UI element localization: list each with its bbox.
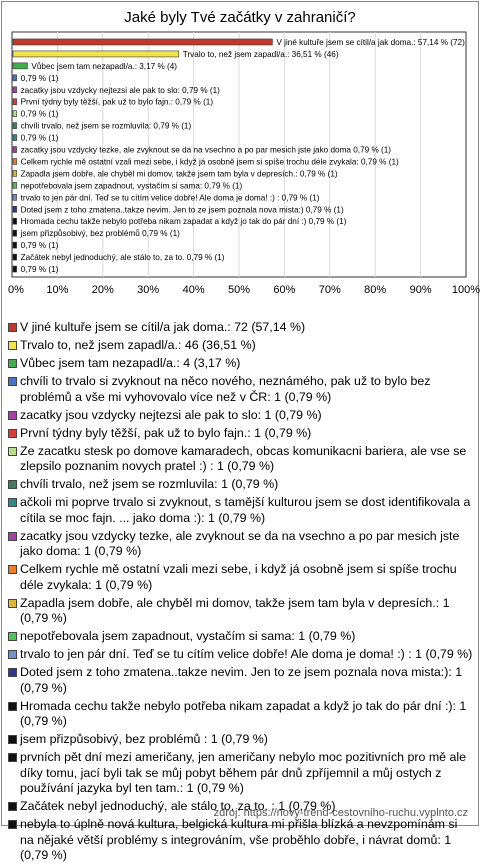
legend-item [8, 356, 474, 372]
legend-label: zacatky jsou vzdycky nejtezsi ale pak to slo: 1 (0,79 %) [20, 407, 322, 422]
source-note: zdroj: https://novy-trend-cestovniho-ruchu.vyplnto.cz [213, 807, 468, 819]
legend-item [8, 495, 474, 526]
legend-label: ačkoli mi poprve trvalo si zvyknout, s tamější kulturou jsem se dost identifikovala a cítila se moc fajn. ... jako doma :): 1 (0,79 %) [20, 495, 471, 525]
legend-item [8, 699, 474, 730]
legend-item [8, 444, 474, 475]
legend-label: Celkem rychle mě ostatní vzali mezi sebe, i když já osobně jsem si spíše trochu déle zvykala: 1 (0,79 %) [20, 562, 457, 592]
legend-item [8, 817, 474, 864]
legend-label: chvíli to trvalo si zvyknout na něco nového, neznámého, pak už to bylo bez problémů a vše mi vyhovovalo více než v ČR: 1 (0,79 %) [20, 374, 431, 404]
x-tick-label: 50% [227, 284, 251, 296]
bar [13, 194, 17, 200]
bar-data-label: Doted jsem z toho zmatena..takze nevim. Jen to ze jsem poznala nova mista:) 0,79 % (1) [20, 205, 344, 215]
x-tick-label: 70% [318, 284, 341, 296]
bar [13, 158, 17, 164]
bar-data-label: Trvalo to, než jsem zapadl/a.: 36,51 % (46) [182, 49, 339, 59]
bar [13, 230, 17, 236]
bar [13, 206, 17, 212]
legend-swatch [8, 565, 17, 574]
bar [13, 51, 179, 57]
legend-swatch [8, 632, 17, 641]
bar-data-label: zacatky jsou vzdycky nejtezsi ale pak to slo: 0,79 % (1) [20, 85, 220, 95]
bar-data-label: nepotřebovala jsem zapadnout, vystačím si sama: 0,79 % (1) [20, 181, 243, 191]
legend-swatch [8, 702, 17, 711]
legend-swatch [8, 498, 17, 507]
bar [13, 254, 17, 260]
legend-label: Začátek nebyl jednoduchý, ale stálo to, za to. : 1 (0,79 %) [20, 799, 336, 813]
bar-data-label: 0,79 % (1) [20, 109, 59, 119]
bar [13, 147, 17, 153]
legend-label: Hromada cechu takže nebylo potřeba nikam zapadat a když jo tak do pár dní :): 1 (0,79 %) [20, 698, 467, 728]
legend-swatch [8, 429, 17, 438]
legend-item [8, 426, 474, 442]
legend-swatch [8, 668, 17, 677]
bar-data-label: Celkem rychle mě ostatní vzali mezi sebe, i když já osobně jsem si spíše trochu déle zvykala: 0,79 % (1) [20, 157, 399, 167]
bar [13, 99, 17, 105]
legend-item [8, 562, 474, 593]
legend-item [8, 647, 474, 663]
bar [13, 123, 17, 129]
bar [13, 87, 17, 93]
bar-data-label: První týdny byly těžší, pak už to bylo fajn.: 0,79 % (1) [20, 97, 214, 107]
bar [13, 111, 17, 117]
legend-swatch [8, 480, 17, 489]
legend-label: zacatky jsou vzdycky tezke, ale zvyknout se da na vsechno a po par mesich jste jako doma: 1 (0,79 %) [20, 528, 460, 558]
bar-data-label: zacatky jsou vzdycky tezke, ale zvyknout se da na vsechno a po par mesich jste jako doma 0,79 % (1) [20, 145, 392, 155]
x-tick-label: 0% [8, 284, 24, 296]
bar-data-label: 0,79 % (1) [20, 241, 59, 251]
x-tick-label: 60% [273, 284, 296, 296]
bar-chart [0, 0, 480, 320]
bar-data-label: 0,79 % (1) [20, 133, 59, 143]
legend-label: Trvalo to, než jsem zapadl/a.: 46 (36,51 %) [20, 338, 256, 352]
legend-swatch [8, 735, 17, 744]
x-tick-label: 80% [364, 284, 387, 296]
bar-data-label: Hromada cechu takže nebylo potřeba nikam zapadat a když jo tak do pár dní :) 0,79 % (1) [20, 217, 347, 227]
legend-swatch [8, 650, 17, 659]
chart-title: Jaké byly Tvé začátky v zahraničí? [124, 9, 356, 26]
legend-swatch [8, 341, 17, 350]
legend-swatch [8, 411, 17, 420]
x-tick-label: 100% [451, 284, 480, 296]
legend-swatch [8, 753, 17, 762]
legend-swatch [8, 599, 17, 608]
bar-data-label: V jiné kultuře jsem se cítil/a jak doma.: 57,14 % (72) [276, 37, 465, 47]
legend-label: trvalo to jen pár dní. Teď se tu cítím velice dobře! Ale doma je doma! :) : 1 (0,79 %) [20, 647, 473, 661]
legend-item [8, 374, 474, 405]
bar-data-label: trvalo to jen pár dní. Teď se tu cítím velice dobře! Ale doma je doma! :) : 0,79 % (1) [20, 193, 320, 203]
bar [13, 63, 27, 69]
legend-label: nebyla to úplně nová kultura, belgická kultura mi přišla blízká a nevzpomínám si na nějaké větší problémy s integrováním, vše proběhlo dobře, i návrat domů: 1 (0,79 %) [20, 817, 458, 862]
bar-data-label: jsem přizpůsobivý, bez problémů 0,79 % (1) [20, 229, 180, 239]
bar [13, 218, 17, 224]
bar [13, 75, 17, 81]
legend-swatch [8, 377, 17, 386]
bar-data-label: 0,79 % (1) [20, 73, 59, 83]
legend-label: jsem přizpůsobivý, bez problémů : 1 (0,79 %) [20, 732, 268, 746]
legend-item [8, 320, 474, 336]
legend-swatch [8, 532, 17, 541]
legend-item [8, 338, 474, 354]
legend-item [8, 477, 474, 493]
legend-item [8, 732, 474, 748]
legend-item [8, 665, 474, 696]
x-tick-label: 40% [182, 284, 205, 296]
legend-swatch [8, 323, 17, 332]
x-tick-label: 20% [91, 284, 114, 296]
legend-item [8, 408, 474, 424]
legend-label: nepotřebovala jsem zapadnout, vystačím si sama: 1 (0,79 %) [20, 629, 356, 643]
legend-swatch [8, 820, 17, 829]
bar [13, 170, 17, 176]
bar [13, 182, 17, 188]
x-tick-label: 30% [137, 284, 160, 296]
legend-label: Doted jsem z toho zmatena..takze nevim. Jen to ze jsem poznala nova mista:): 1 (0,79 %) [20, 665, 463, 695]
bar [13, 39, 272, 45]
bar [13, 135, 17, 141]
legend-item [8, 596, 474, 627]
legend-label: chvíli trvalo, než jsem se rozmluvila: 1 (0,79 %) [20, 477, 279, 491]
legend-swatch [8, 802, 17, 811]
x-tick-label: 90% [409, 284, 432, 296]
bar [13, 266, 17, 272]
bar-data-label: Zapadla jsem dobře, ale chyběl mi domov, takže jsem tam byla v depresích.: 0,79 % (1) [20, 169, 338, 179]
legend-label: Zapadla jsem dobře, ale chyběl mi domov, takže jsem tam byla v depresích.: 1 (0,79 %) [20, 595, 450, 625]
bar-data-label: Vůbec jsem tam nezapadl/a.: 3,17 % (4) [31, 61, 178, 71]
bar-data-label: chvíli trvalo, než jsem se rozmluvila: 0,79 % (1) [20, 121, 192, 131]
bar-data-label: Začátek nebyl jednoduchý, ale stálo to, za to. 0,79 % (1) [20, 253, 225, 263]
legend-item [8, 750, 474, 797]
bar [13, 242, 17, 248]
chart-legend [8, 320, 474, 866]
legend-label: Ze zacatku stesk po domove kamaradech, obcas komunikacni bariera, ale vse se zlepsilo poznanim novych pratel :) : 1 (0,79 %) [20, 443, 467, 473]
legend-item [8, 529, 474, 560]
legend-item [8, 629, 474, 645]
legend-label: V jiné kultuře jsem se cítil/a jak doma.: 72 (57,14 %) [20, 320, 306, 334]
legend-swatch [8, 447, 17, 456]
legend-swatch [8, 359, 17, 368]
legend-label: Vůbec jsem tam nezapadl/a.: 4 (3,17 %) [20, 356, 241, 370]
legend-label: První týdny byly těžší, pak už to bylo fajn.: 1 (0,79 %) [20, 425, 312, 440]
bar-data-label: 0,79 % (1) [20, 265, 59, 275]
legend-label: prvních pět dní mezi američany, jen američany nebylo moc pozitivních pro mě ale díky tomu, jací byli tak se můj pobyt během pár dnů zpříjemnil a můj ostych z používání jazyka byl ten tam.: 1 (0,79 %) [20, 750, 467, 795]
x-tick-label: 10% [46, 284, 69, 296]
